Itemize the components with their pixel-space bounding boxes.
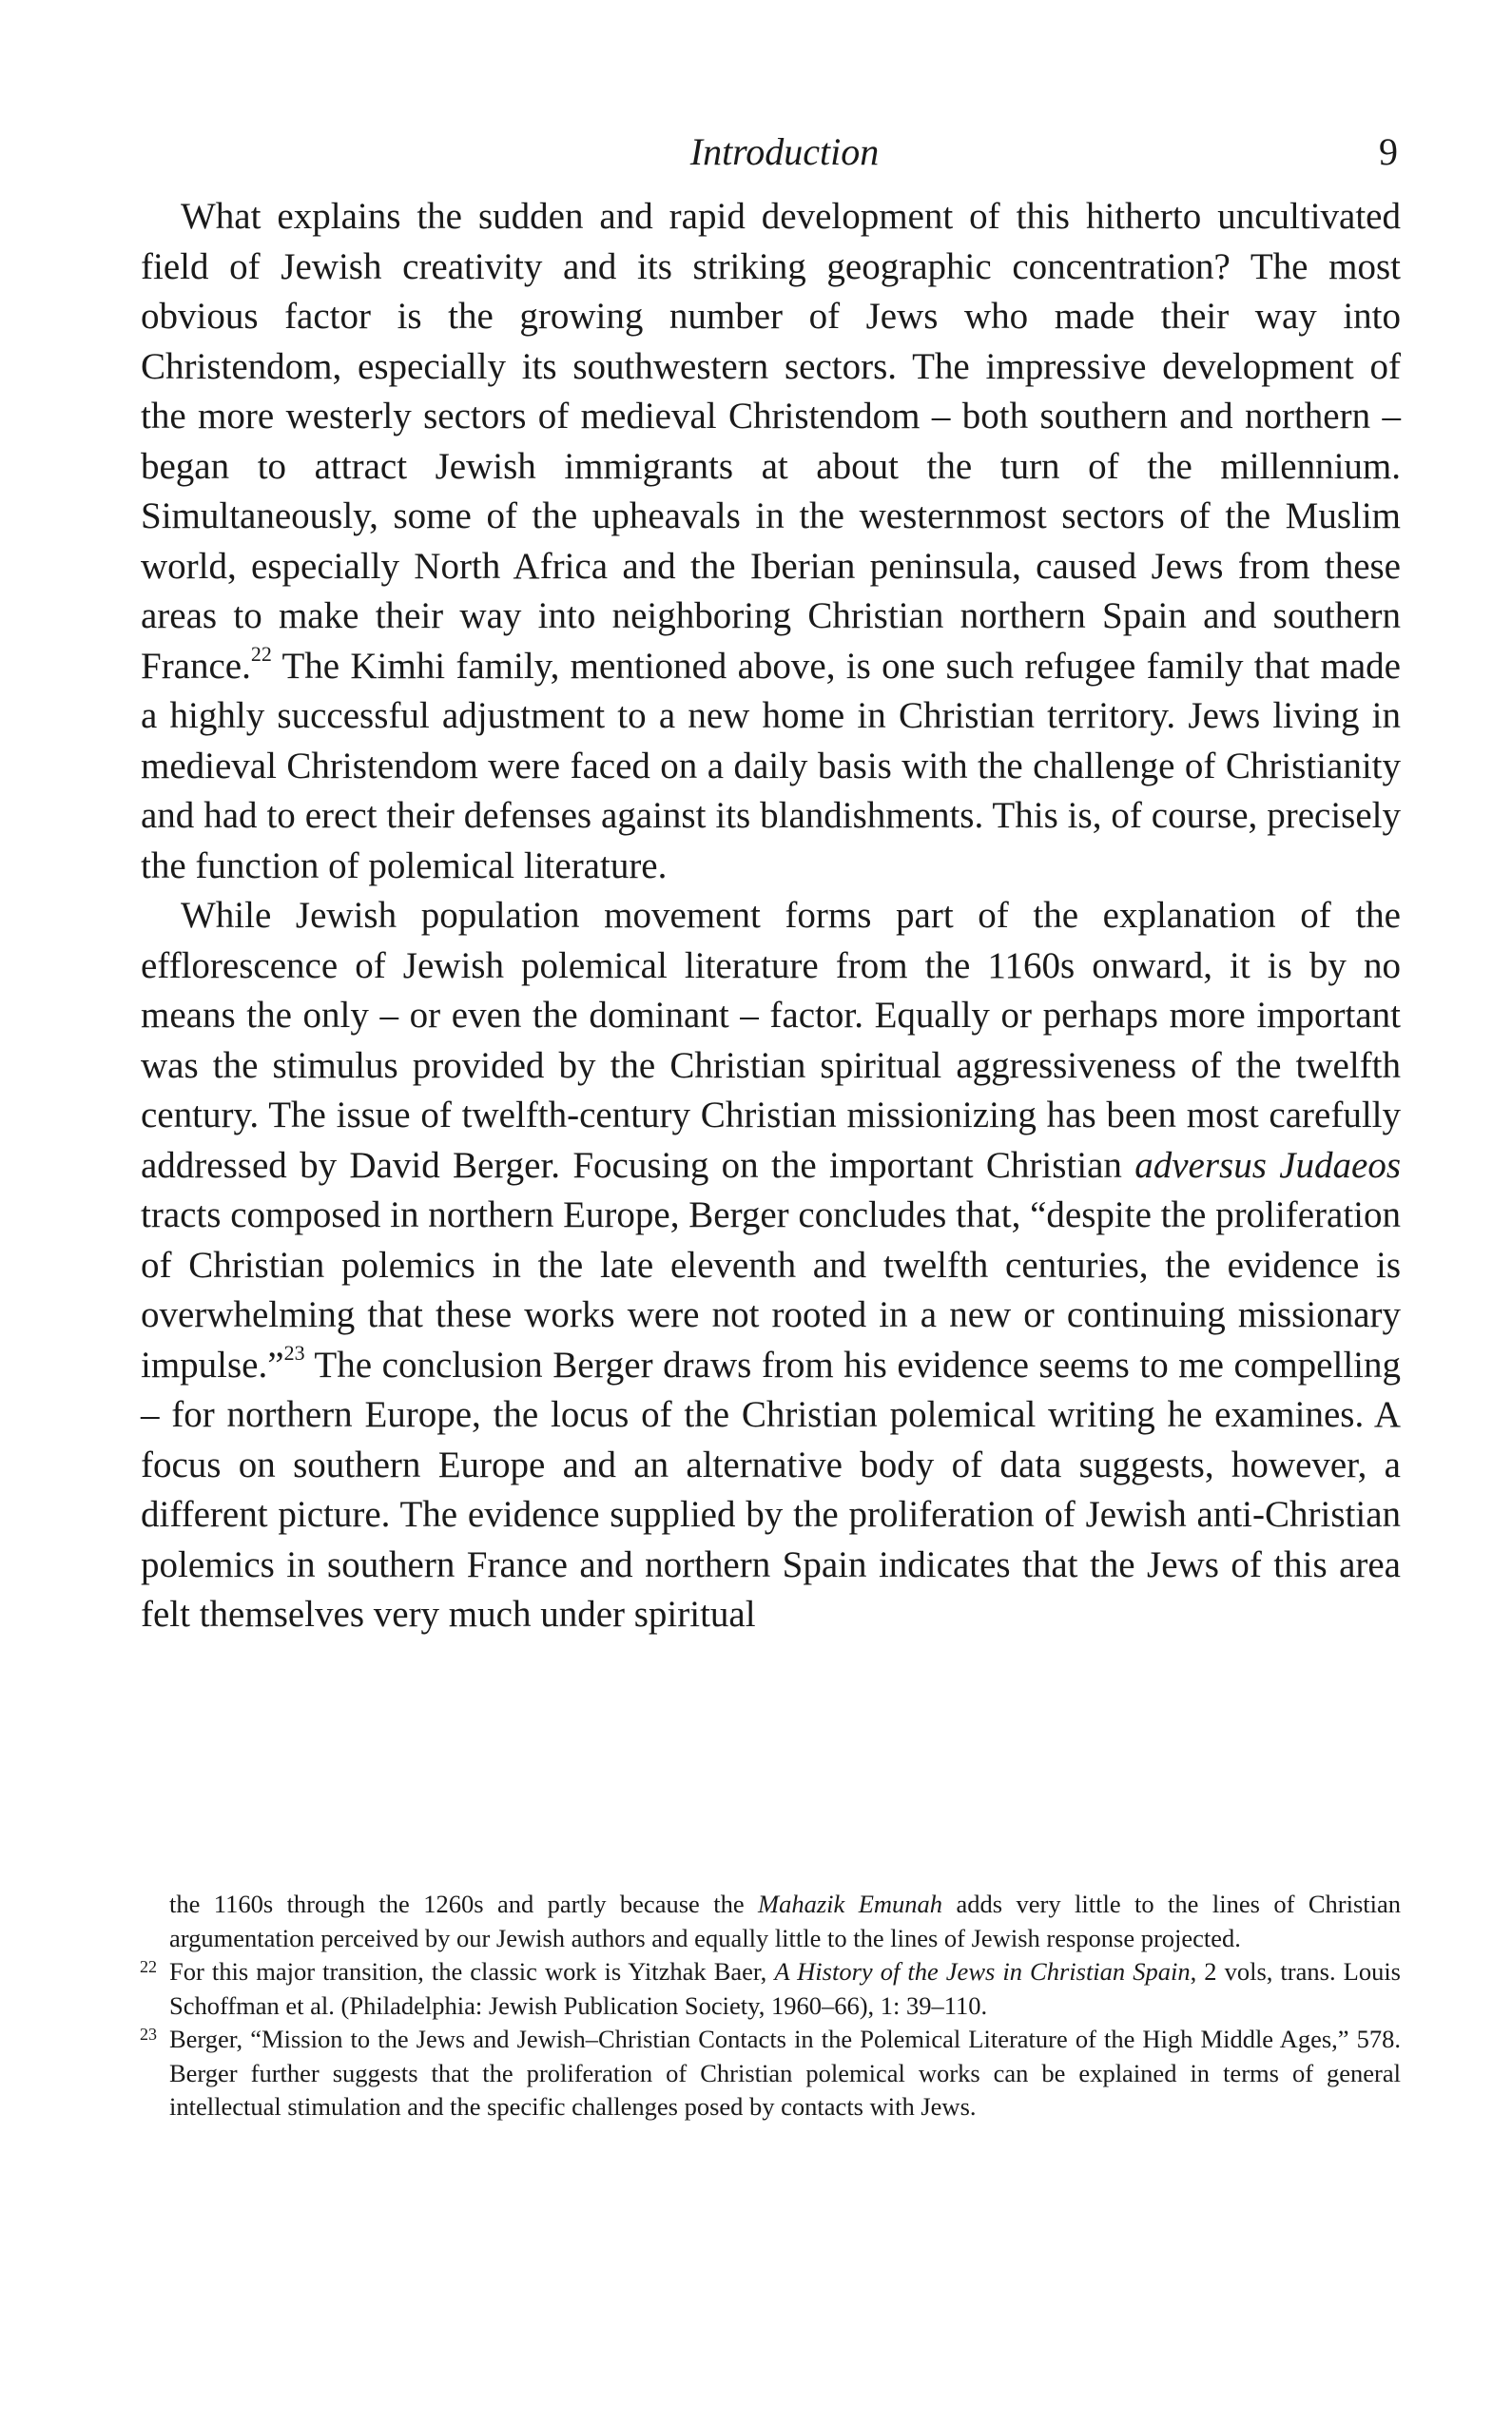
note-ref-22[interactable]: 22 bbox=[250, 641, 272, 666]
note-ref-23[interactable]: 23 bbox=[283, 1340, 305, 1365]
page-number: 9 bbox=[1379, 130, 1398, 173]
main-text bbox=[141, 192, 1401, 1640]
paragraph-2-text-c: The conclusion Berger draws from his evidence seems to me compelling – for northern Europe, the locus of the Christian polemical writing he examines. A focus on southern Europe and an alternative body of data suggests, however, a different picture. The evidence supplied by the proliferation of Jewish anti-Christian polemics in southern France and northern Spain indicates that the Jews of this area felt themselves very much under spiritual bbox=[141, 1344, 1401, 1635]
paragraph-2-text-b: tracts composed in northern Europe, Berger concludes that, “despite the proliferation of Christian polemics in the late eleventh and twelfth centuries, the evidence is overwhelming that these works were not rooted in a new or continuing missionary impulse.” bbox=[141, 1194, 1401, 1386]
footnote-continuation-text-a: the 1160s through the 1260s and partly because the bbox=[169, 1890, 759, 1918]
paragraph-1-text-a: What explains the sudden and rapid development of this hitherto uncultivated field of Jewish creativity and its striking geographic concentration? The most obvious factor is the growing number of Jews who made their way into Christendom, especially its southwestern sectors. The impressive development of the more westerly sectors of medieval Christendom – both southern and northern – began to attract Jewish immigrants at about the turn of the millennium. Simultaneously, some of the upheavals in the westernmost sectors of the Muslim world, especially North Africa and the Iberian peninsula, caused Jews from these areas to make their way into neighboring Christian northern Spain and southern France. bbox=[141, 196, 1401, 687]
page-header bbox=[171, 124, 1398, 181]
paragraph-2-italic-title: adversus Judaeos bbox=[1134, 1144, 1402, 1186]
paragraph-1-text-b: The Kimhi family, mentioned above, is one such refugee family that made a highly successful adjustment to a new home in Christian territory. Jews living in medieval Christendom were faced on a daily basis with the challenge of Christianity and had to erect their defenses against its blandishments. This is, of course, precisely the function of polemical literature. bbox=[141, 645, 1401, 886]
footnote-22-text-b: , 2 vols, trans. Louis Schoffman et al. (Philadelphia: Jewish Publication Society, 1960–66), 1: 39–110. bbox=[169, 1957, 1401, 2020]
footnote-23-number: 23 bbox=[140, 2025, 157, 2044]
footnote-22 bbox=[140, 1955, 1401, 2023]
footnote-22-text-a: For this major transition, the classic work is Yitzhak Baer, bbox=[169, 1957, 775, 1986]
footnote-continuation bbox=[169, 1888, 1401, 1955]
running-title: Introduction bbox=[689, 130, 880, 173]
footnote-continuation-italic: Mahazik Emunah bbox=[758, 1890, 943, 1918]
footnote-continuation-text-b: adds very little to the lines of Christian argumentation perceived by our Jewish authors and equally little to the lines of Jewish response projected. bbox=[169, 1890, 1402, 1952]
footnote-22-number: 22 bbox=[140, 1957, 157, 1976]
paragraph-2 bbox=[141, 891, 1401, 1640]
footnotes bbox=[140, 1888, 1402, 2124]
footnote-22-italic-title: A History of the Jews in Christian Spain bbox=[774, 1957, 1191, 1986]
paragraph-1 bbox=[141, 192, 1401, 891]
footnote-23 bbox=[140, 2023, 1401, 2124]
paragraph-2-text-a: While Jewish population movement forms part of the explanation of the efflorescence of Jewish polemical literature from the 1160s onward, it is by no means the only – or even the dominant – factor. Equally or perhaps more important was the stimulus provided by the Christian spiritual aggressiveness of the twelfth century. The issue of twelfth-century Christian missionizing has been most carefully addressed by David Berger. Focusing on the important Christian bbox=[141, 895, 1401, 1186]
footnote-23-text: Berger, “Mission to the Jews and Jewish–Christian Contacts in the Polemical Literature of the High Middle Ages,” 578. Berger further suggests that the proliferation of Christian polemical works can be explained in terms of general intellectual stimulation and the specific challenges posed by contacts with Jews. bbox=[169, 2025, 1401, 2121]
